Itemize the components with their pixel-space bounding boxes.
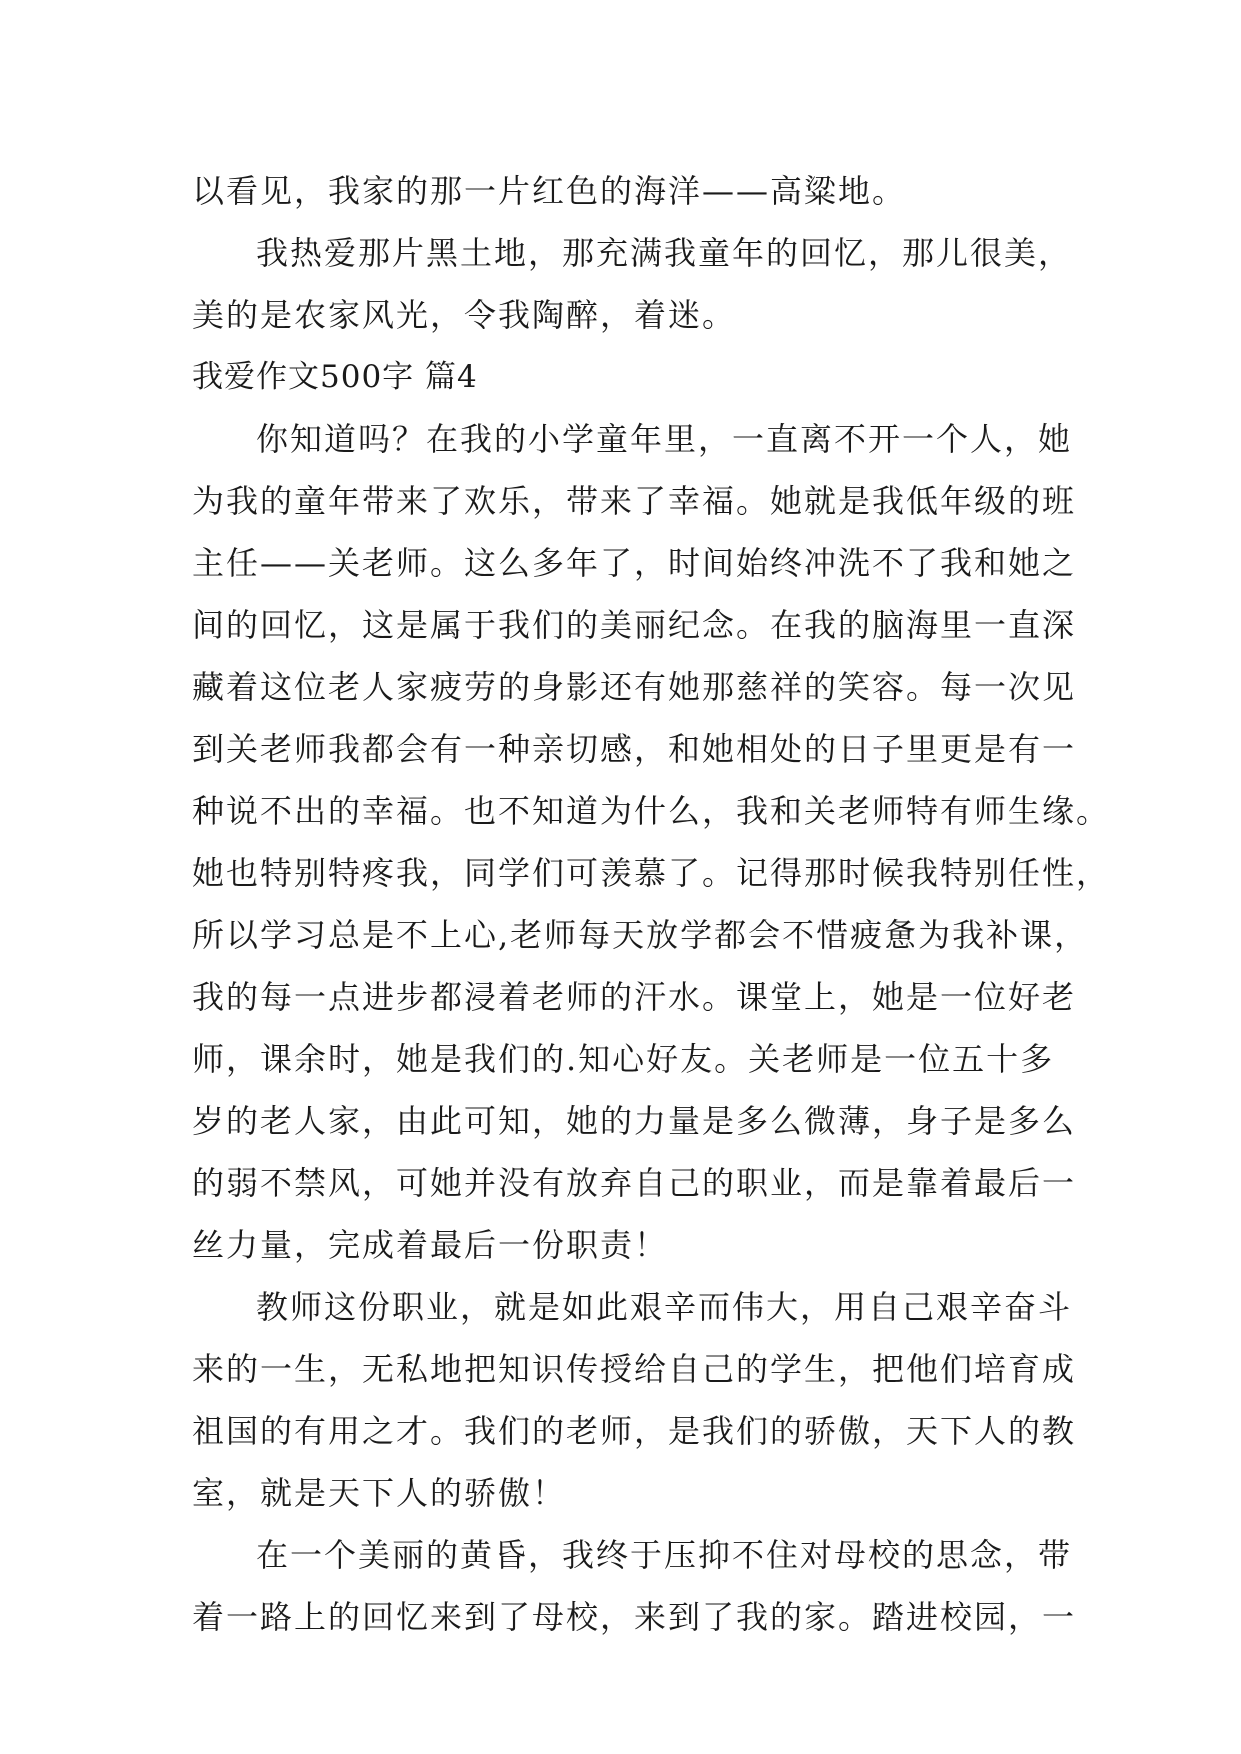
text-line: 主任——关老师。这么多年了，时间始终冲洗不了我和她之	[192, 544, 1077, 582]
text-line: 丝力量，完成着最后一份职责！	[192, 1226, 669, 1264]
text-line: 藏着这位老人家疲劳的身影还有她那慈祥的笑容。每一次见	[192, 668, 1077, 706]
text-line: 着一路上的回忆来到了母校，来到了我的家。踏进校园，一	[192, 1598, 1077, 1636]
document-body	[192, 160, 1111, 1648]
paragraph-first-line: 我热爱那片黑土地，那充满我童年的回忆，那儿很美，	[256, 234, 1073, 272]
text-line: 岁的老人家，由此可知，她的力量是多么微薄，身子是多么	[192, 1102, 1077, 1140]
text-line: 到关老师我都会有一种亲切感，和她相处的日子里更是有一	[192, 730, 1077, 768]
text-line: 师，课余时，她是我们的.知心好友。关老师是一位五十多	[192, 1040, 1055, 1078]
text-line: 我的每一点进步都浸着老师的汗水。课堂上，她是一位好老	[192, 978, 1077, 1016]
paragraph-first-line: 你知道吗？在我的小学童年里，一直离不开一个人，她	[256, 420, 1073, 458]
text-line: 祖国的有用之才。我们的老师，是我们的骄傲，天下人的教	[192, 1412, 1077, 1450]
text-line: 她也特别特疼我，同学们可羡慕了。记得那时候我特别任性，	[192, 854, 1111, 892]
text-line: 种说不出的幸福。也不知道为什么，我和关老师特有师生缘。	[192, 792, 1111, 830]
text-line: 间的回忆，这是属于我们的美丽纪念。在我的脑海里一直深	[192, 606, 1077, 644]
text-line: 所以学习总是不上心,老师每天放学都会不惜疲惫为我补课，	[192, 916, 1089, 954]
text-line: 以看见，我家的那一片红色的海洋——高粱地。	[192, 172, 907, 210]
text-line: 室，就是天下人的骄傲！	[192, 1474, 567, 1512]
text-line: 为我的童年带来了欢乐，带来了幸福。她就是我低年级的班	[192, 482, 1077, 520]
paragraph-first-line: 教师这份职业，就是如此艰辛而伟大，用自己艰辛奋斗	[256, 1288, 1073, 1326]
section-heading: 我爱作文500字 篇4	[192, 359, 478, 395]
paragraph-first-line: 在一个美丽的黄昏，我终于压抑不住对母校的思念，带	[256, 1536, 1073, 1574]
text-line: 的弱不禁风，可她并没有放弃自己的职业，而是靠着最后一	[192, 1164, 1077, 1202]
text-line: 来的一生，无私地把知识传授给自己的学生，把他们培育成	[192, 1350, 1077, 1388]
text-line: 美的是农家风光，令我陶醉，着迷。	[192, 296, 737, 334]
